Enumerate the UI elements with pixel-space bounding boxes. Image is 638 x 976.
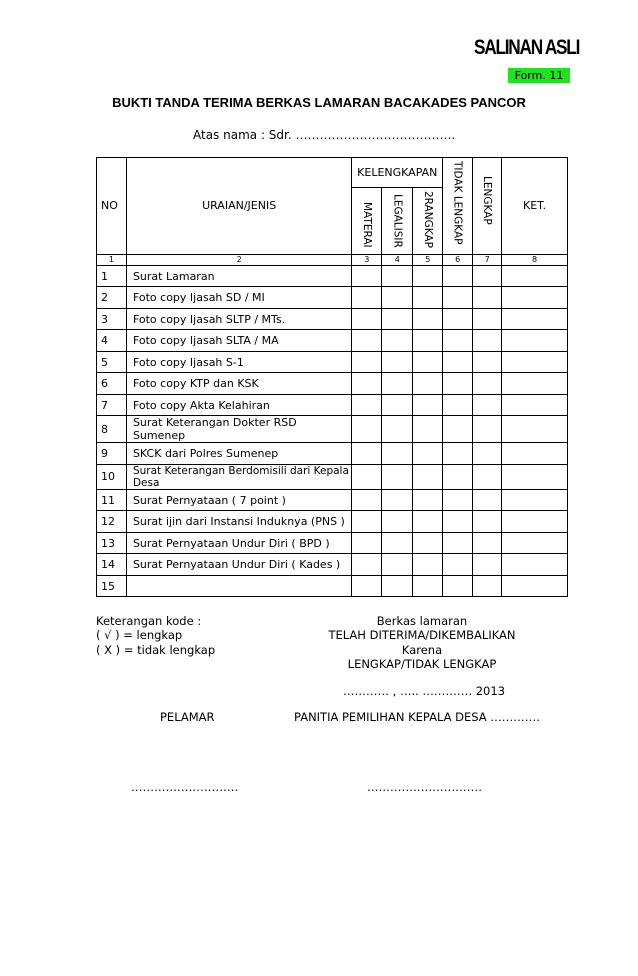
check-cell[interactable]: [382, 373, 413, 395]
table-row: [97, 351, 568, 373]
check-cell[interactable]: [382, 554, 413, 576]
panitia-label: PANITIA PEMILIHAN KEPALA DESA ………….: [294, 710, 540, 724]
row-item: Surat Pernyataan Undur Diri ( BPD ): [126, 532, 351, 554]
column-number: 7: [473, 254, 502, 265]
diterima-label: TELAH DITERIMA/DIKEMBALIKAN: [328, 628, 516, 642]
row-number: 8: [97, 416, 127, 443]
row-number: 15: [97, 575, 127, 597]
check-cell[interactable]: [443, 394, 473, 416]
row-item: Surat Keterangan Dokter RSD Sumenep: [126, 416, 351, 443]
check-cell[interactable]: [382, 489, 413, 511]
row-number: 6: [97, 373, 127, 395]
check-cell[interactable]: [413, 575, 443, 597]
check-cell[interactable]: [352, 373, 382, 395]
header-uraian: URAIAN/JENIS: [126, 158, 351, 255]
row-number: 14: [97, 554, 127, 576]
check-cell[interactable]: [502, 532, 568, 554]
table-row: [97, 308, 568, 330]
row-number: 9: [97, 443, 127, 465]
check-cell[interactable]: [473, 416, 502, 443]
check-cell[interactable]: [443, 287, 473, 309]
check-cell[interactable]: [413, 532, 443, 554]
check-cell[interactable]: [443, 330, 473, 352]
check-cell[interactable]: [413, 416, 443, 443]
check-cell[interactable]: [352, 394, 382, 416]
status-label: LENGKAP/TIDAK LENGKAP: [347, 657, 497, 671]
check-cell[interactable]: [502, 373, 568, 395]
column-number: 6: [443, 254, 473, 265]
check-cell[interactable]: [473, 265, 502, 287]
check-cell[interactable]: [382, 287, 413, 309]
row-number: 5: [97, 351, 127, 373]
check-cell[interactable]: [352, 265, 382, 287]
check-cell[interactable]: [473, 511, 502, 533]
row-item: Foto copy Ijasah SLTP / MTs.: [126, 308, 351, 330]
table-row: [97, 265, 568, 287]
row-number: 4: [97, 330, 127, 352]
check-cell[interactable]: [352, 464, 382, 489]
column-number-row: [97, 254, 568, 265]
check-cell[interactable]: [382, 575, 413, 597]
check-cell[interactable]: [382, 464, 413, 489]
check-cell[interactable]: [413, 554, 443, 576]
row-number: 1: [97, 265, 127, 287]
check-cell[interactable]: [382, 351, 413, 373]
check-cell[interactable]: [352, 511, 382, 533]
check-cell[interactable]: [443, 532, 473, 554]
check-cell[interactable]: [502, 464, 568, 489]
column-number: 1: [97, 254, 127, 265]
check-cell[interactable]: [473, 575, 502, 597]
check-cell[interactable]: [443, 265, 473, 287]
check-cell[interactable]: [413, 464, 443, 489]
row-number: 2: [97, 287, 127, 309]
header-2rangkap: 2RANGKAP: [413, 188, 443, 255]
header-no: NO: [97, 158, 127, 255]
check-cell[interactable]: [502, 416, 568, 443]
row-item: Foto copy Ijasah SD / MI: [126, 287, 351, 309]
row-item: Foto copy Akta Kelahiran: [126, 394, 351, 416]
check-cell[interactable]: [443, 511, 473, 533]
check-cell[interactable]: [443, 373, 473, 395]
check-cell[interactable]: [413, 287, 443, 309]
karena-label: Karena: [401, 643, 443, 657]
check-cell[interactable]: [352, 575, 382, 597]
header-tidak-lengkap: TIDAK LENGKAP: [443, 158, 473, 255]
check-cell[interactable]: [502, 575, 568, 597]
column-number: 5: [413, 254, 443, 265]
check-cell[interactable]: [413, 394, 443, 416]
check-cell[interactable]: [443, 308, 473, 330]
check-cell[interactable]: [413, 511, 443, 533]
check-cell[interactable]: [352, 287, 382, 309]
check-cell[interactable]: [502, 554, 568, 576]
row-number: 10: [97, 464, 127, 489]
check-cell[interactable]: [443, 554, 473, 576]
check-cell[interactable]: [352, 330, 382, 352]
check-cell[interactable]: [502, 443, 568, 465]
check-cell[interactable]: [473, 554, 502, 576]
check-cell[interactable]: [473, 394, 502, 416]
check-cell[interactable]: [413, 308, 443, 330]
check-cell[interactable]: [382, 394, 413, 416]
check-cell[interactable]: [502, 511, 568, 533]
check-cell[interactable]: [473, 532, 502, 554]
check-cell[interactable]: [502, 489, 568, 511]
check-cell[interactable]: [352, 416, 382, 443]
row-item: Surat ijin dari Instansi Induknya (PNS ): [126, 511, 351, 533]
legend-title: Keterangan kode :: [96, 614, 202, 628]
check-cell[interactable]: [382, 265, 413, 287]
row-number: 12: [97, 511, 127, 533]
check-cell[interactable]: [473, 464, 502, 489]
header-materai: MATERAI: [352, 188, 382, 255]
check-cell[interactable]: [502, 287, 568, 309]
check-cell[interactable]: [352, 443, 382, 465]
check-cell[interactable]: [443, 575, 473, 597]
signature-line-pelamar: ……………………….: [131, 780, 239, 794]
row-item: Surat Keterangan Berdomisili dari Kepala Desa: [126, 464, 351, 489]
column-number: 4: [382, 254, 413, 265]
check-cell[interactable]: [352, 351, 382, 373]
signature-line-panitia: …………………………: [367, 780, 482, 794]
document-checklist-table: [96, 157, 568, 597]
check-cell[interactable]: [413, 330, 443, 352]
berkas-label: Berkas lamaran: [376, 614, 468, 628]
table-row: [97, 287, 568, 309]
date-line: ………… , ….. …………. 2013: [343, 684, 506, 698]
check-cell[interactable]: [382, 416, 413, 443]
check-cell[interactable]: [413, 443, 443, 465]
check-cell[interactable]: [502, 330, 568, 352]
check-cell[interactable]: [502, 394, 568, 416]
header-ket: KET.: [502, 158, 568, 255]
check-cell[interactable]: [443, 464, 473, 489]
check-cell[interactable]: [502, 308, 568, 330]
row-number: 13: [97, 532, 127, 554]
check-cell[interactable]: [443, 443, 473, 465]
check-cell[interactable]: [502, 265, 568, 287]
check-cell[interactable]: [352, 532, 382, 554]
salinan-asli-stamp: SALINAN ASLI: [474, 36, 580, 59]
check-cell[interactable]: [473, 373, 502, 395]
check-cell[interactable]: [382, 330, 413, 352]
check-cell[interactable]: [352, 489, 382, 511]
column-number: 8: [502, 254, 568, 265]
check-cell[interactable]: [443, 489, 473, 511]
check-cell[interactable]: [352, 554, 382, 576]
row-number: 3: [97, 308, 127, 330]
check-cell[interactable]: [473, 330, 502, 352]
row-number: 7: [97, 394, 127, 416]
table-row: [97, 511, 568, 533]
form-number-badge: Form. 11: [508, 68, 570, 83]
check-cell[interactable]: [473, 351, 502, 373]
check-cell[interactable]: [443, 416, 473, 443]
row-item: Surat Lamaran: [126, 265, 351, 287]
row-number: 11: [97, 489, 127, 511]
table-row: [97, 373, 568, 395]
check-cell[interactable]: [413, 351, 443, 373]
check-cell[interactable]: [473, 308, 502, 330]
row-item: Foto copy Ijasah SLTA / MA: [126, 330, 351, 352]
check-cell[interactable]: [473, 287, 502, 309]
row-item: Surat Pernyataan ( 7 point ): [126, 489, 351, 511]
applicant-name-line: Atas nama : Sdr. ………………………………….: [193, 128, 456, 142]
table-row: [97, 554, 568, 576]
check-cell[interactable]: [382, 443, 413, 465]
row-item: SKCK dari Polres Sumenep: [126, 443, 351, 465]
check-cell[interactable]: [382, 308, 413, 330]
table-row: [97, 330, 568, 352]
check-cell[interactable]: [413, 489, 443, 511]
legend-lengkap: ( √ ) = lengkap: [96, 628, 183, 642]
table-row: [97, 575, 568, 597]
table-row: [97, 489, 568, 511]
check-cell[interactable]: [502, 351, 568, 373]
check-cell[interactable]: [382, 511, 413, 533]
legend-tidak-lengkap: ( X ) = tidak lengkap: [96, 643, 216, 657]
document-title: BUKTI TANDA TERIMA BERKAS LAMARAN BACAKADES PANCOR: [112, 95, 526, 110]
table-row: [97, 394, 568, 416]
check-cell[interactable]: [352, 308, 382, 330]
header-lengkap: LENGKAP: [473, 158, 502, 255]
check-cell[interactable]: [413, 373, 443, 395]
table-row: [97, 532, 568, 554]
table-row: [97, 416, 568, 443]
check-cell[interactable]: [413, 265, 443, 287]
check-cell[interactable]: [473, 489, 502, 511]
check-cell[interactable]: [473, 443, 502, 465]
header-kelengkapan: KELENGKAPAN: [352, 158, 443, 188]
check-cell[interactable]: [382, 532, 413, 554]
table-row: [97, 464, 568, 489]
table-row: [97, 443, 568, 465]
column-number: 2: [126, 254, 351, 265]
check-cell[interactable]: [443, 351, 473, 373]
row-item: Surat Pernyataan Undur Diri ( Kades ): [126, 554, 351, 576]
row-item: Foto copy KTP dan KSK: [126, 373, 351, 395]
header-legalisir: LEGALISIR: [382, 188, 413, 255]
row-item: [126, 575, 351, 597]
row-item: Foto copy Ijasah S-1: [126, 351, 351, 373]
column-number: 3: [352, 254, 382, 265]
pelamar-label: PELAMAR: [160, 710, 215, 724]
